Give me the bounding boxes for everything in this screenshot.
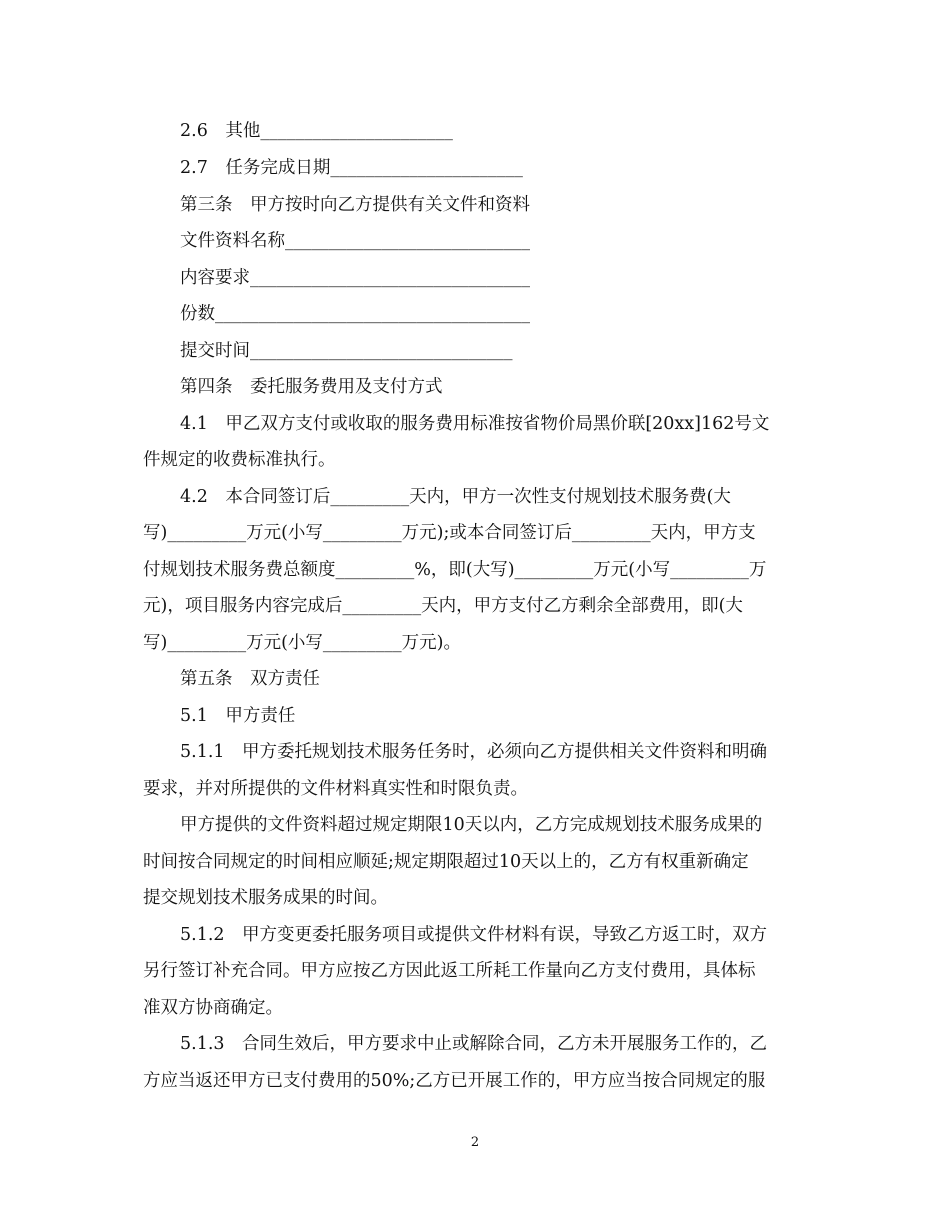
clause-5-1-heading: 5.1 甲方责任 [180,706,296,726]
field-copies: 份数____________________________________ [180,304,530,324]
article-3-heading: 第三条 甲方按时向乙方提供有关文件和资料 [180,195,530,215]
article-5-heading: 第五条 双方责任 [180,669,320,689]
clause-4-1-line1: 4.1 甲乙双方支付或收取的服务费用标准按省物价局黑价联[20xx]162号文 [180,414,770,434]
clause-5-1-1-line1: 5.1.1 甲方委托规划技术服务任务时，必须向乙方提供相关文件资料和明确 [180,742,768,762]
clause-5-1-2-line2: 另行签订补充合同。甲方应按乙方因此返工所耗工作量向乙方支付费用，具体标 [143,961,756,981]
clause-4-2-line2: 写)_________万元(小写_________万元);或本合同签订后_________天内，甲方支 [143,523,756,543]
page-number: 2 [470,1135,480,1150]
field-document-name: 文件资料名称____________________________ [180,231,530,251]
clause-5-1-3-line2: 方应当返还甲方已支付费用的50%;乙方已开展工作的，甲方应当按合同规定的服 [143,1071,766,1091]
field-submission-time: 提交时间______________________________ [180,341,513,361]
paragraph-delay-line3: 提交规划技术服务成果的时间。 [143,888,388,908]
clause-4-1-line2: 件规定的收费标准执行。 [143,450,336,470]
clause-4-2-line1: 4.2 本合同签订后_________天内，甲方一次性支付规划技术服务费(大 [180,487,731,507]
clause-5-1-2-line1: 5.1.2 甲方变更委托服务项目或提供文件材料有误，导致乙方返工时，双方 [180,925,768,945]
clause-5-1-1-line2: 要求，并对所提供的文件材料真实性和时限负责。 [143,779,528,799]
field-content-requirements: 内容要求________________________________ [180,268,530,288]
paragraph-delay-line1: 甲方提供的文件资料超过规定期限10天以内，乙方完成规划技术服务成果的 [180,815,763,835]
paragraph-delay-line2: 时间按合同规定的时间相应顺延;规定期限超过10天以上的，乙方有权重新确定 [143,852,749,872]
article-4-heading: 第四条 委托服务费用及支付方式 [180,377,443,397]
clause-2-6: 2.6 其他______________________ [180,121,453,141]
clause-5-1-3-line1: 5.1.3 合同生效后，甲方要求中止或解除合同，乙方未开展服务工作的，乙 [180,1034,768,1054]
clause-4-2-line4: 元)，项目服务内容完成后_________天内，甲方支付乙方剩余全部费用，即(大 [143,596,743,616]
clause-4-2-line5: 写)_________万元(小写_________万元)。 [143,633,461,653]
clause-4-2-line3: 付规划技术服务费总额度_________%，即(大写)_________万元(小写_________万 [143,560,767,580]
clause-2-7: 2.7 任务完成日期______________________ [180,158,523,178]
clause-5-1-2-line3: 准双方协商确定。 [143,998,283,1018]
